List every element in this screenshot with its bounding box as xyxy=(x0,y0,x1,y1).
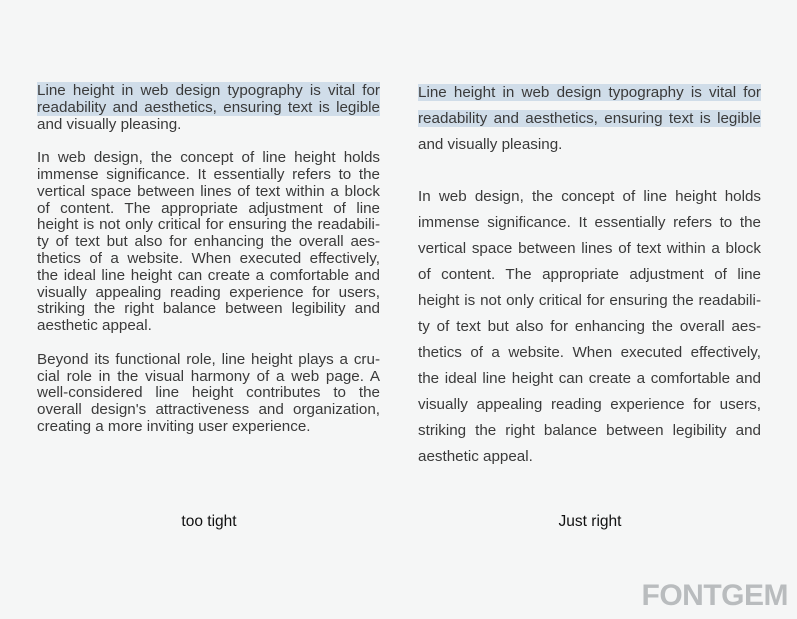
tight-paragraph-3: Beyond its functional role, line height plays a crucial role in the visual harmony of a web page. A well-considered line height contributes to the overall design's attractiveness and organization, creating a more inviting user experience. xyxy=(37,350,380,435)
tight-paragraph-1 xyxy=(37,83,380,133)
tight-highlighted-text: Line height in web design typography is vital for readability and aesthetics, ensuring text is legible xyxy=(37,82,380,116)
fontgem-logo: FONTGEM xyxy=(641,579,788,612)
caption-just-right: Just right xyxy=(558,513,622,530)
right-paragraph-2: In web design, the concept of line height holds immense significance. It essentially refers to the vertical space between lines of text within a block of content. The appropriate adjustment of line height is not only critical for ensuring the readability of text but also for enhancing the overall aesthetics of a website. When executed effectively, the ideal line height can create a comfortable and visually appealing reading experience for users, striking the right balance between legibility and aesthetic appeal. xyxy=(418,188,761,465)
right-paragraph-1 xyxy=(418,80,761,158)
right-line-height-sample xyxy=(418,80,761,470)
right-highlighted-text: Line height in web design typography is vital for readability and aesthetics, ensuring text is legible xyxy=(418,84,761,127)
right-paragraph-1-rest: and visually pleasing. xyxy=(418,136,563,153)
caption-too-tight: too tight xyxy=(181,513,237,530)
tight-line-height-sample xyxy=(37,83,380,436)
tight-paragraph-1-rest: and visually pleasing. xyxy=(37,115,182,133)
tight-paragraph-2: In web design, the concept of line height holds immense significance. It essentially refers to the vertical space between lines of text within a block of content. The appropriate adjustment of line height is not only critical for ensuring the readability of text but also for enhancing the overall aesthetics of a website. When executed effectively, the ideal line height can create a comfortable and visually appealing reading experience for users, striking the right balance between legibility and aesthetic appeal. xyxy=(37,149,380,335)
